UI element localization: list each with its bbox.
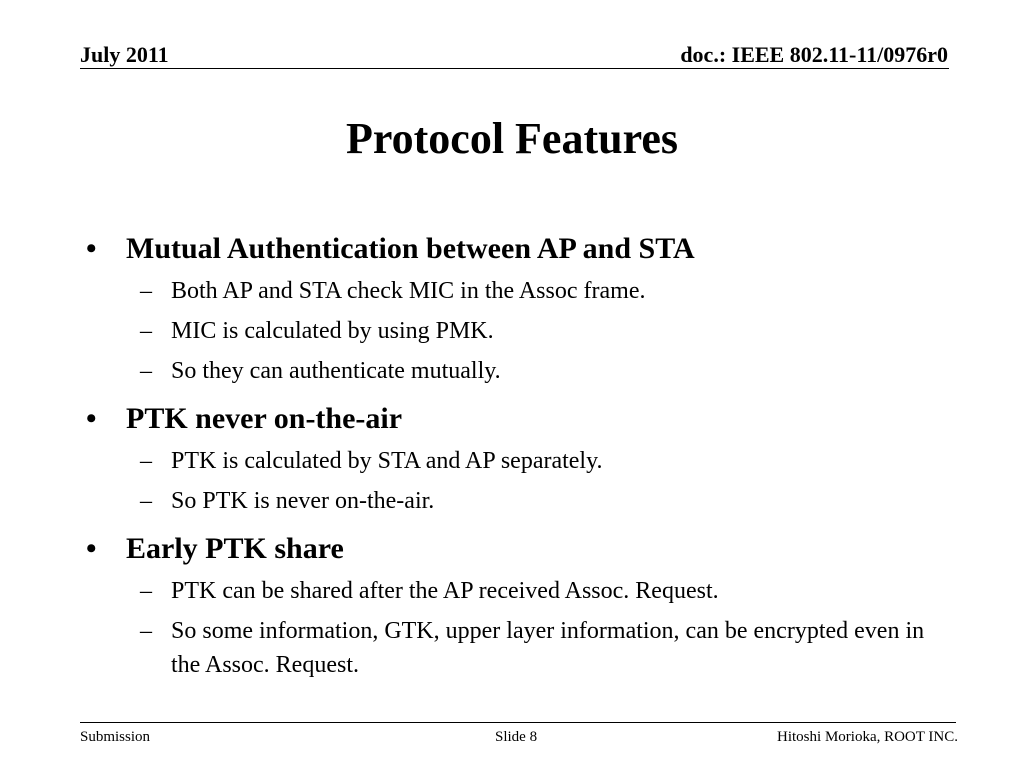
bullet-text: PTK never on-the-air [126,402,403,435]
bullet-marker: • [86,402,97,435]
sub-bullet-item [84,614,944,682]
sub-bullet-item [84,444,944,478]
header-date: July 2011 [80,42,169,67]
bullet-text: Early PTK share [126,532,344,565]
sub-bullet-marker: – [140,618,152,644]
slide-content [84,224,944,688]
bullet-item [84,524,944,574]
footer-divider [80,722,956,723]
sub-bullet-text: PTK can be shared after the AP received Assoc. Request. [171,578,719,604]
sub-bullet-text: So they can authenticate mutually. [171,358,501,384]
footer-submission: Submission [80,729,151,745]
sub-bullet-marker: – [140,278,152,304]
sub-bullet-item [84,484,944,518]
sub-bullet-item [84,314,944,348]
sub-bullet-text: So some information, GTK, upper layer information, can be encrypted even in the Assoc. Request. [171,618,925,678]
header-divider [80,68,949,69]
slide-title: Protocol Features [346,114,678,163]
sub-bullet-text: MIC is calculated by using PMK. [171,318,494,344]
sub-bullet-marker: – [140,448,152,474]
sub-bullet-text: Both AP and STA check MIC in the Assoc frame. [171,278,646,304]
sub-bullet-marker: – [140,578,152,604]
sub-bullet-item [84,574,944,608]
bullet-item [84,394,944,444]
sub-bullet-item [84,274,944,308]
footer-author: Hitoshi Morioka, ROOT INC. [777,729,958,745]
footer-slide-number: Slide 8 [495,729,538,745]
sub-bullet-marker: – [140,318,152,344]
bullet-text: Mutual Authentication between AP and STA [126,232,695,265]
sub-bullet-marker: – [140,358,152,384]
bullet-marker: • [86,532,97,565]
bullet-marker: • [86,232,97,265]
sub-bullet-item [84,354,944,388]
sub-bullet-text: So PTK is never on-the-air. [171,488,435,514]
bullet-item [84,224,944,274]
sub-bullet-text: PTK is calculated by STA and AP separately. [171,448,603,474]
header-doc-id: doc.: IEEE 802.11-11/0976r0 [680,42,948,67]
sub-bullet-marker: – [140,488,152,514]
